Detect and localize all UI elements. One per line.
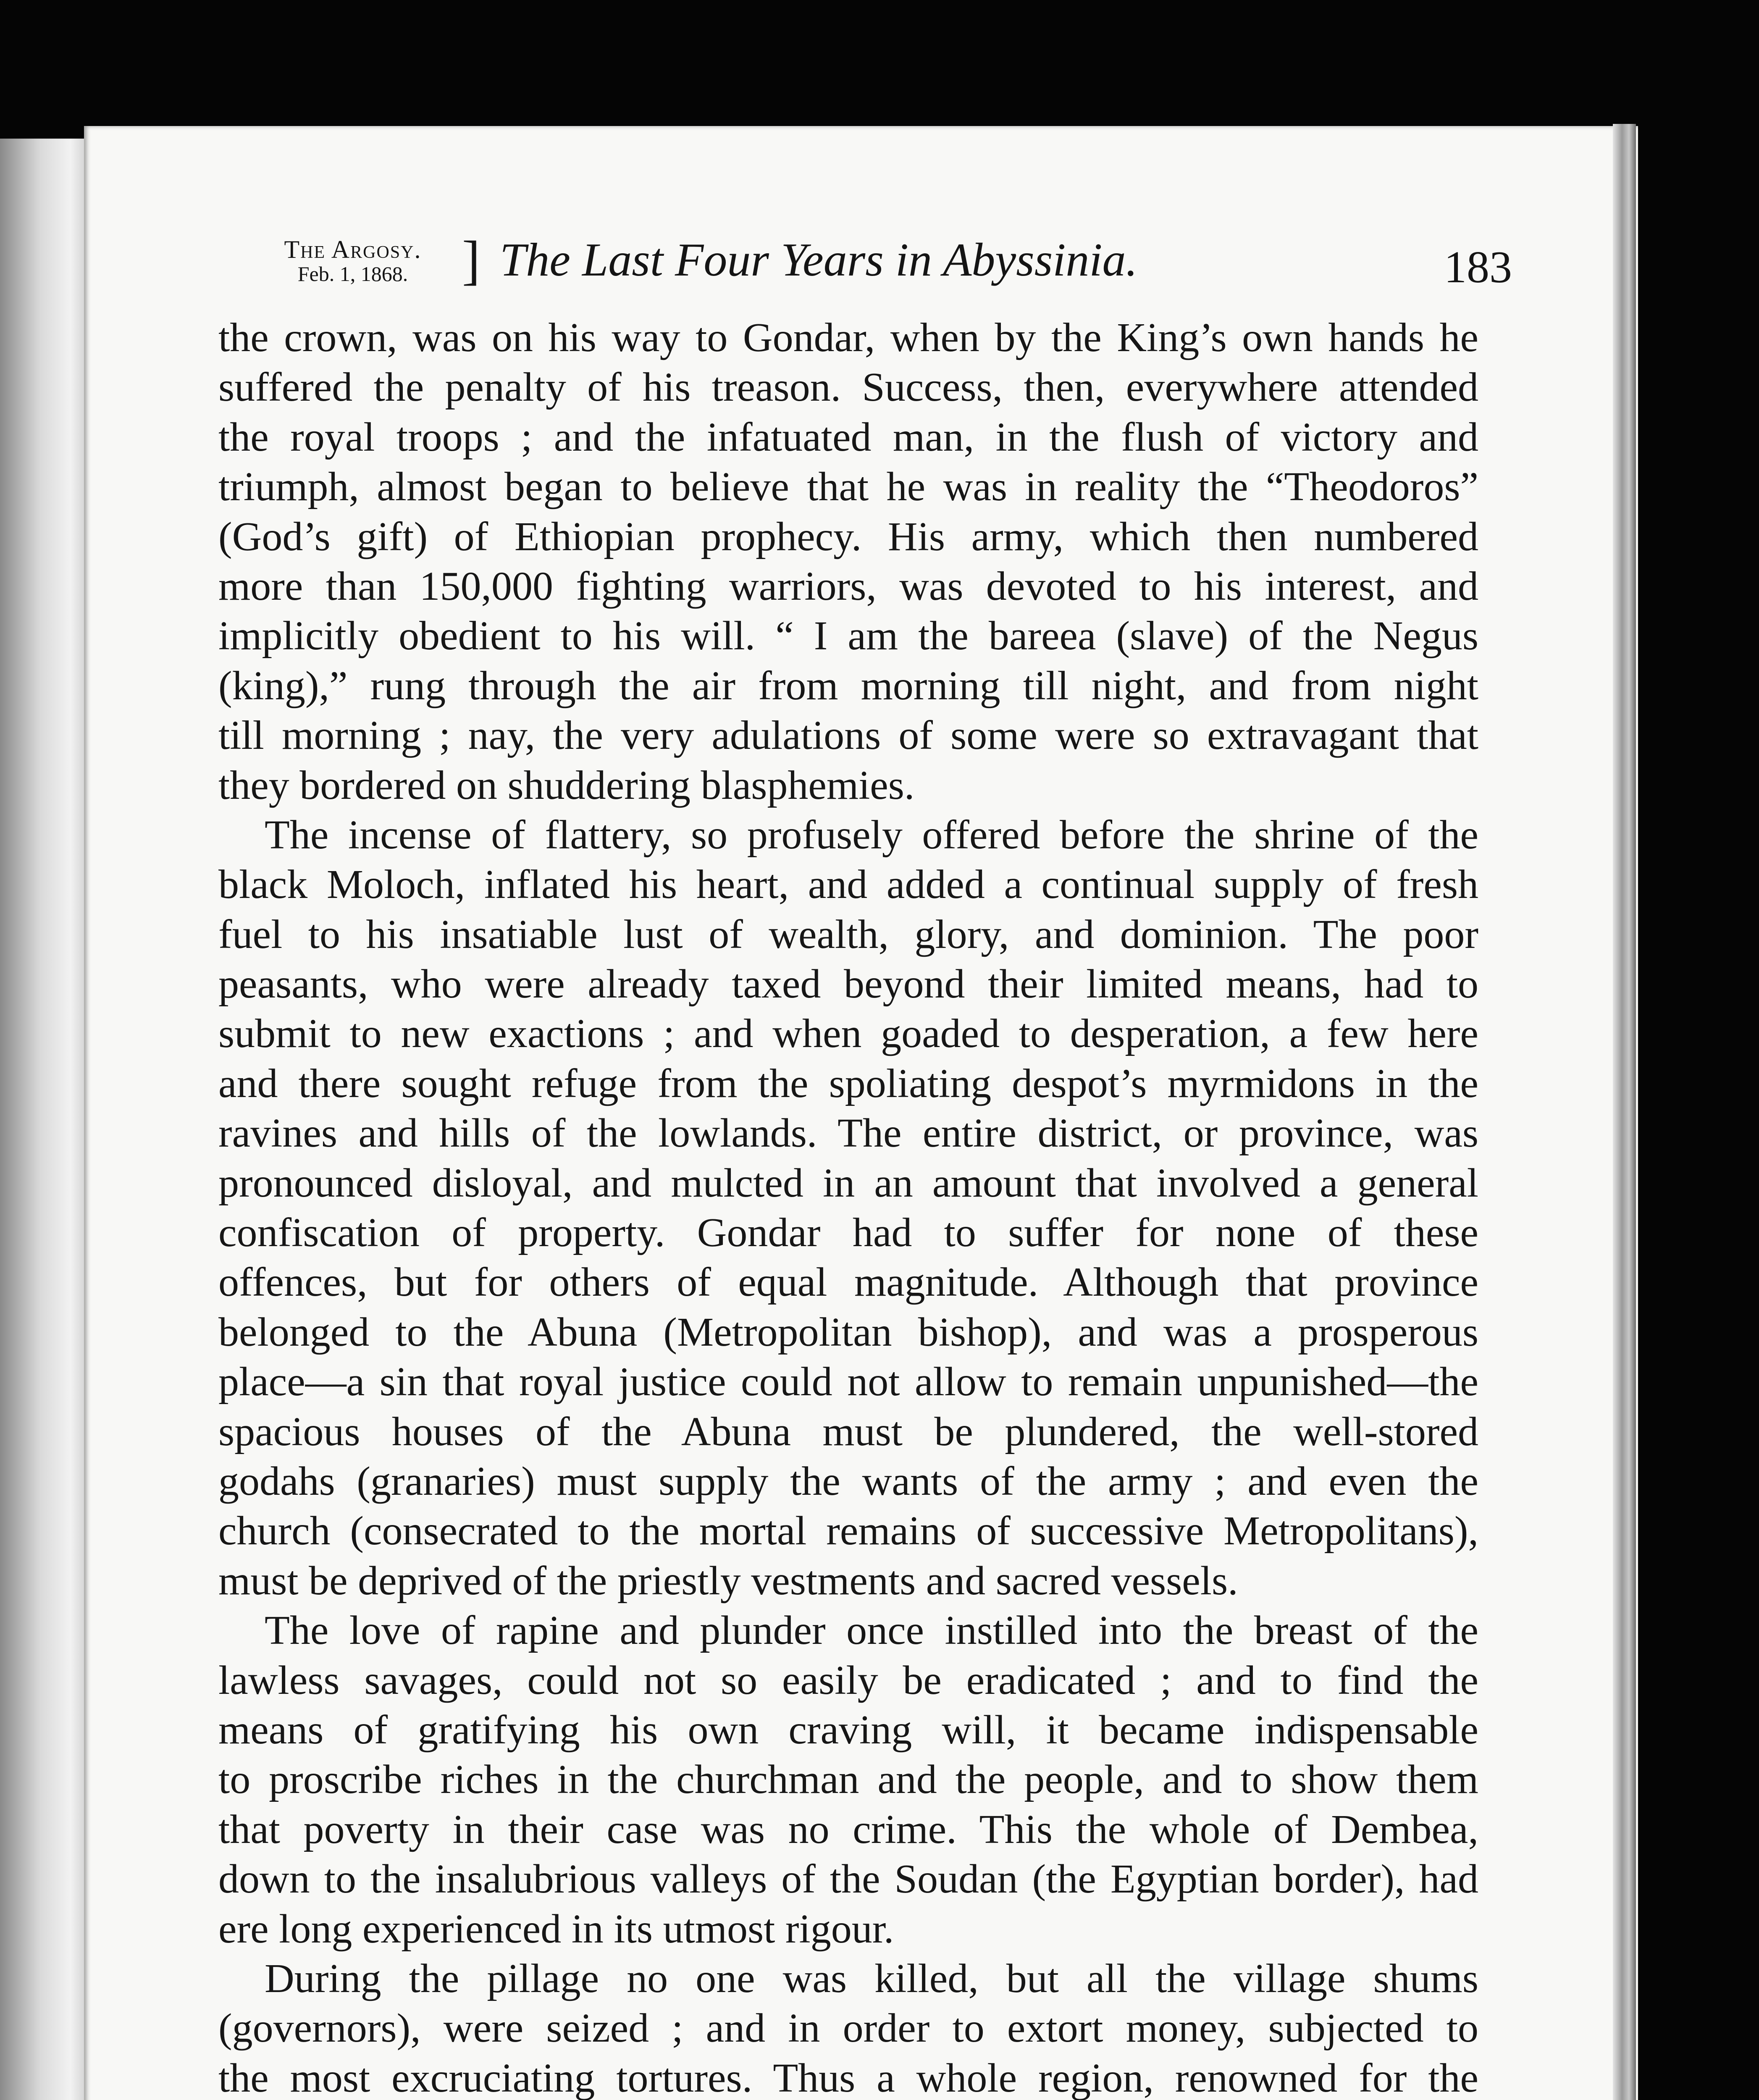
- text-line: black Moloch, inflated his heart, and added a continual supply of fresh: [218, 862, 1478, 908]
- text-line: more than 150,000 fighting warriors, was devoted to his interest, and: [218, 563, 1478, 609]
- text-line: down to the insalubrious valleys of the Soudan (the Egyptian border), had: [218, 1856, 1478, 1902]
- text-line: submit to new exactions ; and when goaded to desperation, a few here: [218, 1011, 1478, 1057]
- text-line: the crown, was on his way to Gondar, when by the King’s own hands he: [218, 315, 1478, 360]
- left-page-edge: [0, 139, 88, 2100]
- text-line: pronounced disloyal, and mulcted in an amount that involved a general: [218, 1160, 1478, 1206]
- text-line: ravines and hills of the lowlands. The entire district, or province, was: [218, 1110, 1478, 1156]
- publication-name: The Argosy.: [284, 236, 422, 263]
- text-line: The love of rapine and plunder once instilled into the breast of the: [265, 1608, 1478, 1654]
- text-line: must be deprived of the priestly vestments and sacred vessels.: [218, 1558, 1238, 1604]
- text-line: (governors), were seized ; and in order to extort money, subjected to: [218, 2006, 1478, 2051]
- text-line: suffered the penalty of his treason. Success, then, everywhere attended: [218, 365, 1478, 410]
- text-line: means of gratifying his own craving will, it became indispensable: [218, 1707, 1478, 1753]
- text-line: and there sought refuge from the spoliating despot’s myrmidons in the: [218, 1060, 1478, 1106]
- right-page-edge: [1613, 124, 1636, 2100]
- publication-date: Feb. 1, 1868.: [297, 262, 408, 286]
- text-line: spacious houses of the Abuna must be plundered, the well-stored: [218, 1409, 1478, 1454]
- text-line: peasants, who were already taxed beyond their limited means, had to: [218, 961, 1478, 1007]
- text-line: belonged to the Abuna (Metropolitan bishop), and was a prosperous: [218, 1309, 1478, 1355]
- text-line: the royal troops ; and the infatuated man, in the flush of victory and: [218, 414, 1478, 460]
- text-line: offences, but for others of equal magnitude. Although that province: [218, 1260, 1478, 1305]
- header-bracket: ]: [462, 230, 480, 291]
- page-number: 183: [1444, 242, 1512, 292]
- text-line: lawless savages, could not so easily be eradicated ; and to find the: [218, 1657, 1478, 1703]
- text-line: place—a sin that royal justice could not allow to remain unpunished—the: [218, 1359, 1478, 1405]
- text-line: fuel to his insatiable lust of wealth, glory, and dominion. The poor: [218, 911, 1478, 957]
- text-line: church (consecrated to the mortal remains of successive Metropolitans),: [218, 1508, 1478, 1554]
- text-line: implicitly obedient to his will. “ I am the bareea (slave) of the Negus: [218, 613, 1478, 659]
- text-line: that poverty in their case was no crime. This the whole of Dembea,: [218, 1806, 1478, 1852]
- text-line: godahs (granaries) must supply the wants of the army ; and even the: [218, 1458, 1478, 1504]
- text-line: confiscation of property. Gondar had to suffer for none of these: [218, 1210, 1478, 1256]
- text-line: ere long experienced in its utmost rigour.: [218, 1906, 894, 1952]
- text-line: triumph, almost began to believe that he was in reality the “Theodoros”: [218, 464, 1478, 510]
- text-line: (king),” rung through the air from morning till night, and from night: [218, 663, 1478, 709]
- text-line: they bordered on shuddering blasphemies.: [218, 762, 915, 808]
- running-head: [139, 229, 1512, 292]
- text-line: the most excruciating tortures. Thus a whole region, renowned for the: [218, 2055, 1478, 2100]
- publication-info: [244, 237, 462, 286]
- text-line: The incense of flattery, so profusely offered before the shrine of the: [265, 812, 1478, 858]
- page-title: The Last Four Years in Abyssinia.: [500, 234, 1138, 286]
- text-line: to proscribe riches in the churchman and the people, and to show them: [218, 1757, 1478, 1803]
- text-line: till morning ; nay, the very adulations of some were so extravagant that: [218, 713, 1478, 759]
- body-text: [218, 313, 1478, 2100]
- text-line: During the pillage no one was killed, but all the village shums: [265, 1956, 1478, 2001]
- text-line: (God’s gift) of Ethiopian prophecy. His army, which then numbered: [218, 514, 1478, 559]
